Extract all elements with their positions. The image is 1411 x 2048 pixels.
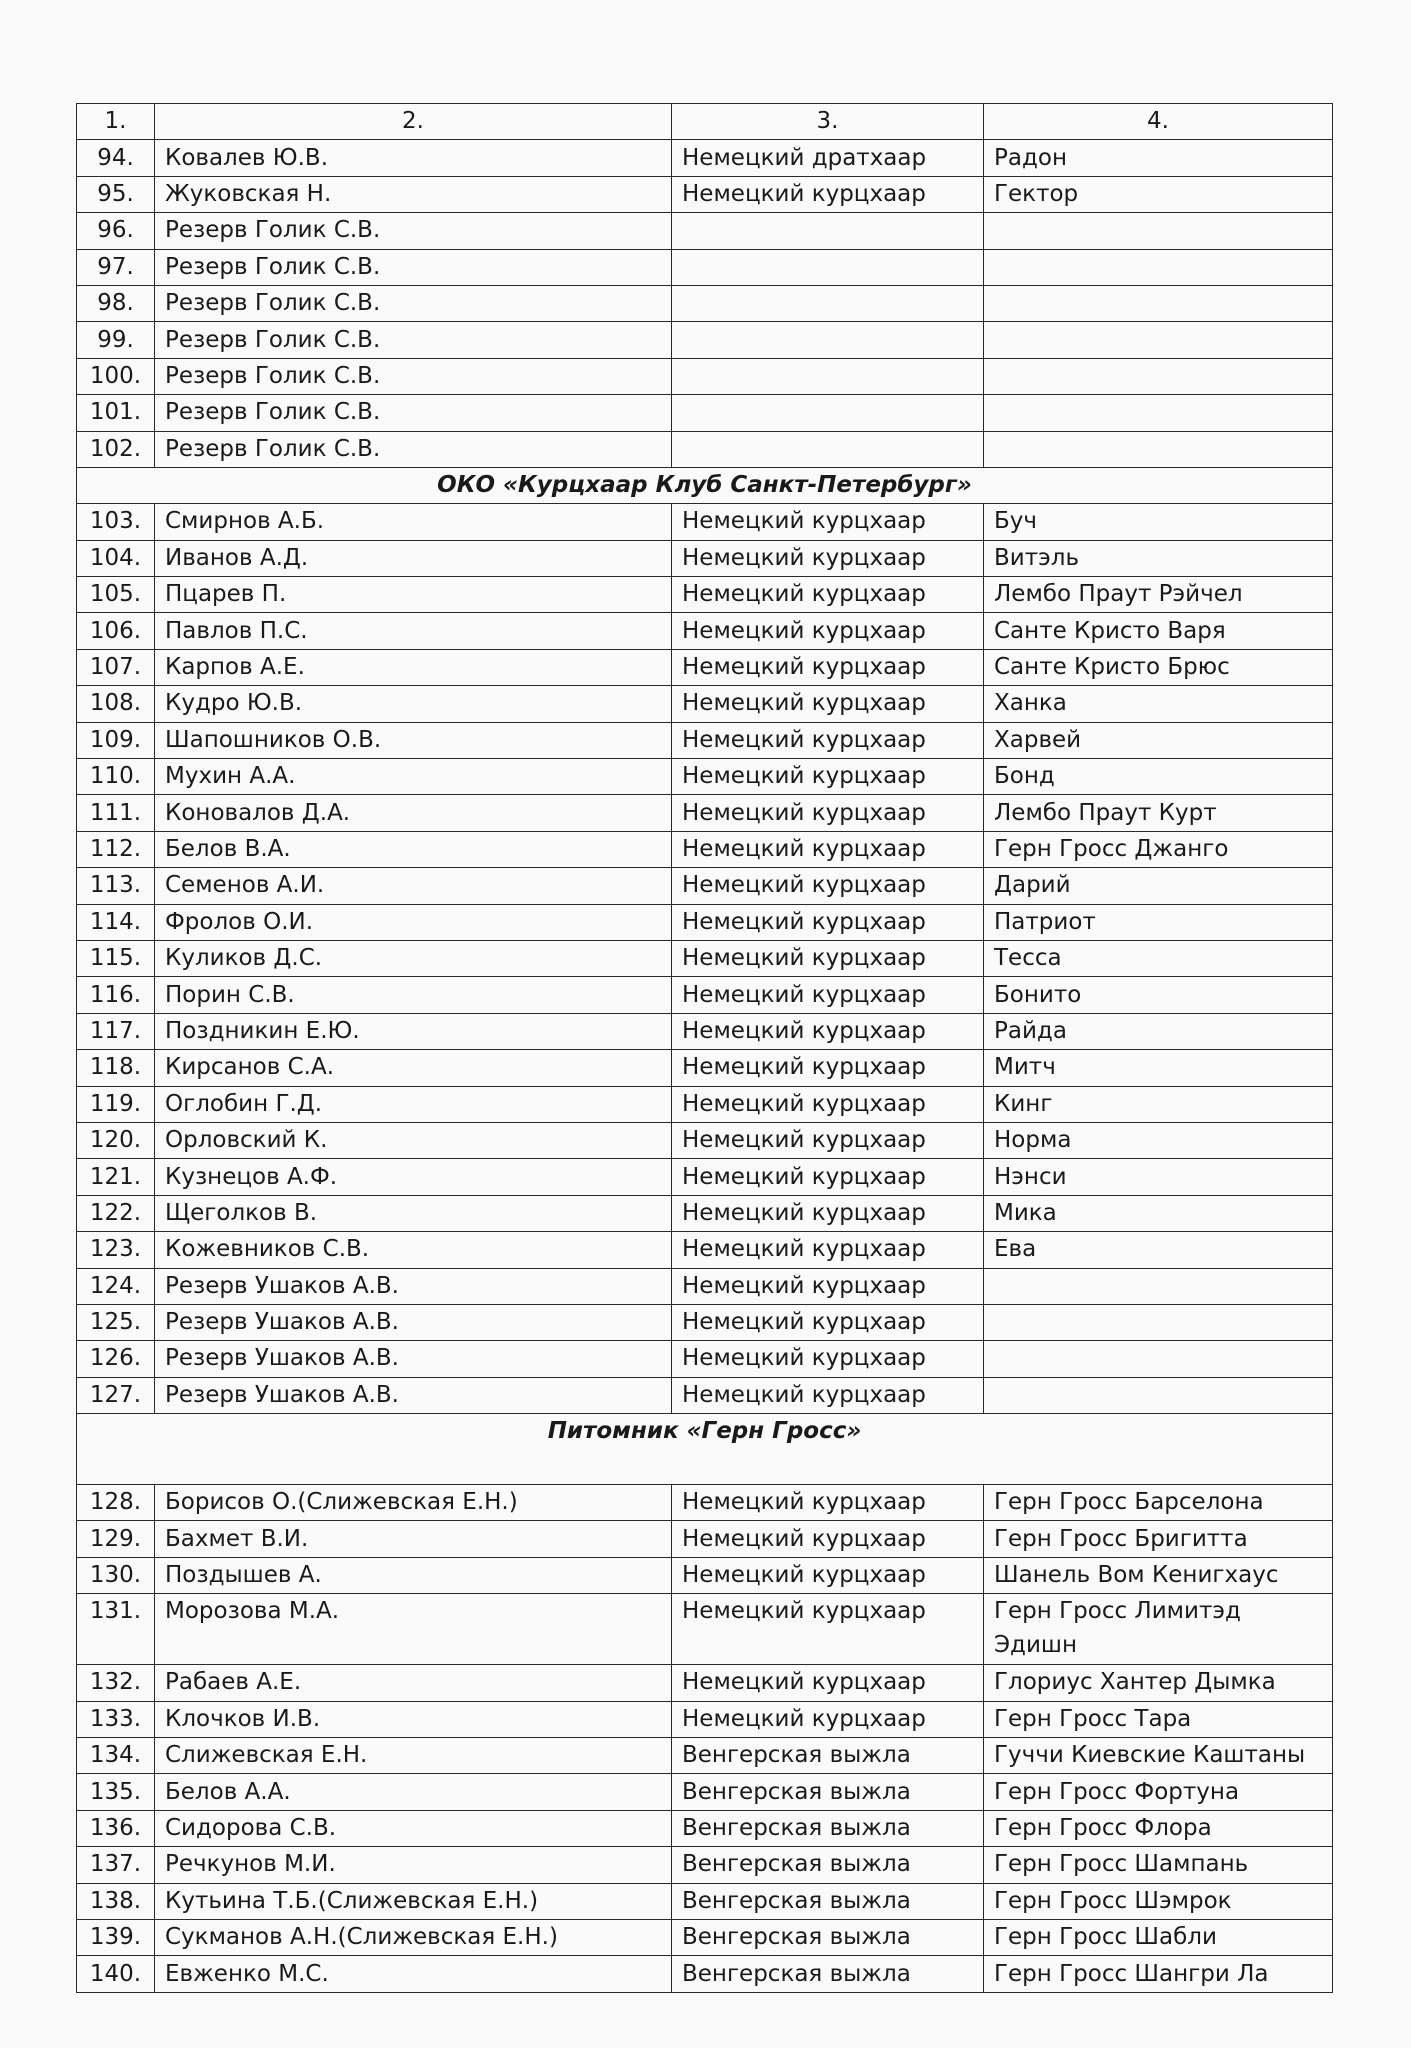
owner-name: Павлов П.С. (155, 613, 672, 649)
dog-name: Герн Гросс Шампань (984, 1847, 1333, 1883)
row-number: 122. (77, 1195, 155, 1231)
owner-name: Белов В.А. (155, 831, 672, 867)
owner-name: Борисов О.(Слижевская Е.Н.) (155, 1485, 672, 1521)
row-number: 115. (77, 940, 155, 976)
owner-name: Куликов Д.С. (155, 940, 672, 976)
owner-name: Резерв Голик С.В. (155, 322, 672, 358)
row-number: 95. (77, 176, 155, 212)
row-number: 107. (77, 649, 155, 685)
column-header: 3. (672, 104, 984, 140)
breed: Немецкий курцхаар (672, 795, 984, 831)
section-gern-gross-kennel (77, 1414, 1333, 1485)
table-row (77, 1086, 1333, 1122)
breed: Немецкий курцхаар (672, 504, 984, 540)
breed: Немецкий дратхаар (672, 140, 984, 176)
dog-name: Тесса (984, 940, 1333, 976)
breed: Немецкий курцхаар (672, 1701, 984, 1737)
owner-name: Резерв Голик С.В. (155, 249, 672, 285)
breed (672, 431, 984, 467)
owner-name: Резерв Голик С.В. (155, 431, 672, 467)
row-number: 114. (77, 904, 155, 940)
owner-name: Щеголков В. (155, 1195, 672, 1231)
breed: Немецкий курцхаар (672, 904, 984, 940)
dog-name (984, 1304, 1333, 1340)
table-row (77, 1050, 1333, 1086)
row-number: 97. (77, 249, 155, 285)
section-title (77, 467, 1333, 503)
breed: Немецкий курцхаар (672, 649, 984, 685)
row-number: 94. (77, 140, 155, 176)
owner-name: Поздышев А. (155, 1557, 672, 1593)
breed: Венгерская выжла (672, 1956, 984, 1992)
breed: Немецкий курцхаар (672, 1122, 984, 1158)
dog-name (984, 1341, 1333, 1377)
row-number: 129. (77, 1521, 155, 1557)
row-number: 96. (77, 213, 155, 249)
owner-name: Рабаев А.Е. (155, 1665, 672, 1701)
dog-name: Герн Гросс Джанго (984, 831, 1333, 867)
dog-name: Норма (984, 1122, 1333, 1158)
breed (672, 285, 984, 321)
owner-name: Семенов А.И. (155, 868, 672, 904)
breed: Венгерская выжла (672, 1738, 984, 1774)
owner-name: Порин С.В. (155, 977, 672, 1013)
participants-table (76, 103, 1333, 1993)
table-row (77, 904, 1333, 940)
row-number: 124. (77, 1268, 155, 1304)
dog-name: Герн Гросс Бригитта (984, 1521, 1333, 1557)
breed: Немецкий курцхаар (672, 1521, 984, 1557)
row-number: 112. (77, 831, 155, 867)
dog-name: Лембо Праут Рэйчел (984, 577, 1333, 613)
dog-name: Санте Кристо Брюс (984, 649, 1333, 685)
row-number: 98. (77, 285, 155, 321)
header-row (77, 104, 1333, 140)
dog-name (984, 395, 1333, 431)
dog-name: Ханка (984, 686, 1333, 722)
dog-name (984, 431, 1333, 467)
owner-name: Ковалев Ю.В. (155, 140, 672, 176)
breed: Немецкий курцхаар (672, 686, 984, 722)
breed: Немецкий курцхаар (672, 977, 984, 1013)
row-number: 118. (77, 1050, 155, 1086)
breed (672, 322, 984, 358)
table-row (77, 395, 1333, 431)
row-number: 121. (77, 1159, 155, 1195)
section-title (77, 1414, 1333, 1485)
section-title-text: ОКО «Курцхаар Клуб Санкт-Петербург» (437, 472, 972, 499)
table-row (77, 431, 1333, 467)
row-number: 119. (77, 1086, 155, 1122)
breed: Немецкий курцхаар (672, 1268, 984, 1304)
row-number: 134. (77, 1738, 155, 1774)
row-number: 102. (77, 431, 155, 467)
dog-name: Дарий (984, 868, 1333, 904)
row-number: 139. (77, 1919, 155, 1955)
table-row (77, 1919, 1333, 1955)
row-number: 101. (77, 395, 155, 431)
breed: Немецкий курцхаар (672, 1195, 984, 1231)
table-row (77, 1013, 1333, 1049)
row-number: 109. (77, 722, 155, 758)
breed: Немецкий курцхаар (672, 1341, 984, 1377)
dog-name: Гектор (984, 176, 1333, 212)
breed: Венгерская выжла (672, 1774, 984, 1810)
dog-name: Мика (984, 1195, 1333, 1231)
breed: Немецкий курцхаар (672, 1086, 984, 1122)
column-header: 4. (984, 104, 1333, 140)
table-row (77, 649, 1333, 685)
table-row (77, 1268, 1333, 1304)
owner-name: Поздникин Е.Ю. (155, 1013, 672, 1049)
column-header: 1. (77, 104, 155, 140)
row-number: 133. (77, 1701, 155, 1737)
table-row (77, 322, 1333, 358)
owner-name: Шапошников О.В. (155, 722, 672, 758)
breed: Венгерская выжла (672, 1919, 984, 1955)
dog-name: Герн Гросс Шангри Ла (984, 1956, 1333, 1992)
row-number: 104. (77, 540, 155, 576)
breed: Немецкий курцхаар (672, 1485, 984, 1521)
dog-name: Герн Гросс Фортуна (984, 1774, 1333, 1810)
breed: Немецкий курцхаар (672, 831, 984, 867)
row-number: 116. (77, 977, 155, 1013)
owner-name: Бахмет В.И. (155, 1521, 672, 1557)
table-row (77, 176, 1333, 212)
table-row (77, 1883, 1333, 1919)
breed: Немецкий курцхаар (672, 1304, 984, 1340)
breed (672, 395, 984, 431)
owner-name: Морозова М.А. (155, 1594, 672, 1665)
table-row (77, 977, 1333, 1013)
breed: Немецкий курцхаар (672, 1557, 984, 1593)
dog-name: Гуччи Киевские Каштаны (984, 1738, 1333, 1774)
breed: Венгерская выжла (672, 1810, 984, 1846)
row-number: 105. (77, 577, 155, 613)
table-row (77, 722, 1333, 758)
breed: Венгерская выжла (672, 1883, 984, 1919)
dog-name: Герн Гросс Шабли (984, 1919, 1333, 1955)
table-row (77, 1956, 1333, 1992)
breed: Немецкий курцхаар (672, 940, 984, 976)
dog-name (984, 1268, 1333, 1304)
owner-name: Кожевников С.В. (155, 1232, 672, 1268)
table-row (77, 504, 1333, 540)
owner-name: Евженко М.С. (155, 1956, 672, 1992)
owner-name: Резерв Ушаков А.В. (155, 1304, 672, 1340)
dog-name: Лембо Праут Курт (984, 795, 1333, 831)
table-row (77, 1485, 1333, 1521)
table-row (77, 1304, 1333, 1340)
dog-name (984, 285, 1333, 321)
dog-name (984, 249, 1333, 285)
dog-name: Нэнси (984, 1159, 1333, 1195)
table-row (77, 759, 1333, 795)
owner-name: Резерв Ушаков А.В. (155, 1341, 672, 1377)
table-row (77, 940, 1333, 976)
dog-name (984, 213, 1333, 249)
section-kurzhaar-club (77, 467, 1333, 503)
table-row (77, 831, 1333, 867)
table-row (77, 1159, 1333, 1195)
owner-name: Клочков И.В. (155, 1701, 672, 1737)
owner-name: Сукманов А.Н.(Слижевская Е.Н.) (155, 1919, 672, 1955)
dog-name: Глориус Хантер Дымка (984, 1665, 1333, 1701)
table-row (77, 613, 1333, 649)
row-number: 103. (77, 504, 155, 540)
table-row (77, 140, 1333, 176)
owner-name: Пцарев П. (155, 577, 672, 613)
row-number: 106. (77, 613, 155, 649)
owner-name: Резерв Голик С.В. (155, 395, 672, 431)
table-row (77, 1774, 1333, 1810)
table-row (77, 577, 1333, 613)
owner-name: Резерв Ушаков А.В. (155, 1268, 672, 1304)
breed: Немецкий курцхаар (672, 722, 984, 758)
row-number: 126. (77, 1341, 155, 1377)
owner-name: Оглобин Г.Д. (155, 1086, 672, 1122)
owner-name: Орловский К. (155, 1122, 672, 1158)
dog-name: Витэль (984, 540, 1333, 576)
owner-name: Карпов А.Е. (155, 649, 672, 685)
breed: Венгерская выжла (672, 1847, 984, 1883)
breed: Немецкий курцхаар (672, 577, 984, 613)
breed (672, 358, 984, 394)
row-number: 132. (77, 1665, 155, 1701)
owner-name: Кирсанов С.А. (155, 1050, 672, 1086)
table-row (77, 249, 1333, 285)
owner-name: Кудро Ю.В. (155, 686, 672, 722)
table-row (77, 1195, 1333, 1231)
row-number: 128. (77, 1485, 155, 1521)
breed: Немецкий курцхаар (672, 1013, 984, 1049)
dog-name: Герн Гросс Тара (984, 1701, 1333, 1737)
breed: Немецкий курцхаар (672, 1665, 984, 1701)
breed: Немецкий курцхаар (672, 1159, 984, 1195)
owner-name: Слижевская Е.Н. (155, 1738, 672, 1774)
dog-name: Герн Гросс Барселона (984, 1485, 1333, 1521)
table-row (77, 1738, 1333, 1774)
dog-name: Буч (984, 504, 1333, 540)
owner-name: Резерв Голик С.В. (155, 358, 672, 394)
table-row (77, 1810, 1333, 1846)
owner-name: Смирнов А.Б. (155, 504, 672, 540)
owner-name: Речкунов М.И. (155, 1847, 672, 1883)
dog-name: Харвей (984, 722, 1333, 758)
owner-name: Резерв Голик С.В. (155, 285, 672, 321)
breed (672, 249, 984, 285)
dog-name: Кинг (984, 1086, 1333, 1122)
owner-name: Фролов О.И. (155, 904, 672, 940)
breed: Немецкий курцхаар (672, 1232, 984, 1268)
breed: Немецкий курцхаар (672, 540, 984, 576)
owner-name: Мухин А.А. (155, 759, 672, 795)
row-number: 135. (77, 1774, 155, 1810)
owner-name: Белов А.А. (155, 1774, 672, 1810)
row-number: 137. (77, 1847, 155, 1883)
table-row (77, 1377, 1333, 1413)
dog-name (984, 358, 1333, 394)
table-row (77, 1122, 1333, 1158)
breed: Немецкий курцхаар (672, 1377, 984, 1413)
dog-name: Герн Гросс Лимитэд Эдишн (984, 1594, 1333, 1665)
breed: Немецкий курцхаар (672, 1050, 984, 1086)
table-row (77, 358, 1333, 394)
table-row (77, 1557, 1333, 1593)
breed: Немецкий курцхаар (672, 613, 984, 649)
table-row (77, 213, 1333, 249)
dog-name: Герн Гросс Шэмрок (984, 1883, 1333, 1919)
breed: Немецкий курцхаар (672, 1594, 984, 1665)
dog-name: Бонд (984, 759, 1333, 795)
row-number: 131. (77, 1594, 155, 1665)
row-number: 130. (77, 1557, 155, 1593)
row-number: 125. (77, 1304, 155, 1340)
table-row (77, 285, 1333, 321)
row-number: 108. (77, 686, 155, 722)
column-header: 2. (155, 104, 672, 140)
dog-name: Герн Гросс Флора (984, 1810, 1333, 1846)
table-row (77, 540, 1333, 576)
dog-name: Санте Кристо Варя (984, 613, 1333, 649)
row-number: 100. (77, 358, 155, 394)
section-title-text: Питомник «Герн Гросс» (547, 1418, 862, 1445)
dog-name: Райда (984, 1013, 1333, 1049)
owner-name: Кузнецов А.Ф. (155, 1159, 672, 1195)
table-row (77, 1847, 1333, 1883)
table-row (77, 686, 1333, 722)
table-row (77, 1232, 1333, 1268)
row-number: 113. (77, 868, 155, 904)
owner-name: Коновалов Д.А. (155, 795, 672, 831)
table-row (77, 1521, 1333, 1557)
owner-name: Сидорова С.В. (155, 1810, 672, 1846)
dog-name: Митч (984, 1050, 1333, 1086)
owner-name: Кутьина Т.Б.(Слижевская Е.Н.) (155, 1883, 672, 1919)
dog-name (984, 1377, 1333, 1413)
dog-name: Патриот (984, 904, 1333, 940)
row-number: 111. (77, 795, 155, 831)
owner-name: Жуковская Н. (155, 176, 672, 212)
breed: Немецкий курцхаар (672, 176, 984, 212)
breed (672, 213, 984, 249)
table-row (77, 1665, 1333, 1701)
row-number: 123. (77, 1232, 155, 1268)
owner-name: Иванов А.Д. (155, 540, 672, 576)
owner-name: Резерв Голик С.В. (155, 213, 672, 249)
row-number: 127. (77, 1377, 155, 1413)
row-number: 120. (77, 1122, 155, 1158)
dog-name: Радон (984, 140, 1333, 176)
row-number: 99. (77, 322, 155, 358)
owner-name: Резерв Ушаков А.В. (155, 1377, 672, 1413)
dog-name (984, 322, 1333, 358)
dog-name: Бонито (984, 977, 1333, 1013)
row-number: 136. (77, 1810, 155, 1846)
table-row (77, 795, 1333, 831)
breed: Немецкий курцхаар (672, 868, 984, 904)
row-number: 110. (77, 759, 155, 795)
table-row (77, 1701, 1333, 1737)
row-number: 138. (77, 1883, 155, 1919)
row-number: 140. (77, 1956, 155, 1992)
table-row (77, 1594, 1333, 1665)
document-page (76, 103, 1332, 1993)
table-body (77, 104, 1333, 1993)
row-number: 117. (77, 1013, 155, 1049)
dog-name: Шанель Вом Кенигхаус (984, 1557, 1333, 1593)
table-row (77, 868, 1333, 904)
table-row (77, 1341, 1333, 1377)
breed: Немецкий курцхаар (672, 759, 984, 795)
dog-name: Ева (984, 1232, 1333, 1268)
